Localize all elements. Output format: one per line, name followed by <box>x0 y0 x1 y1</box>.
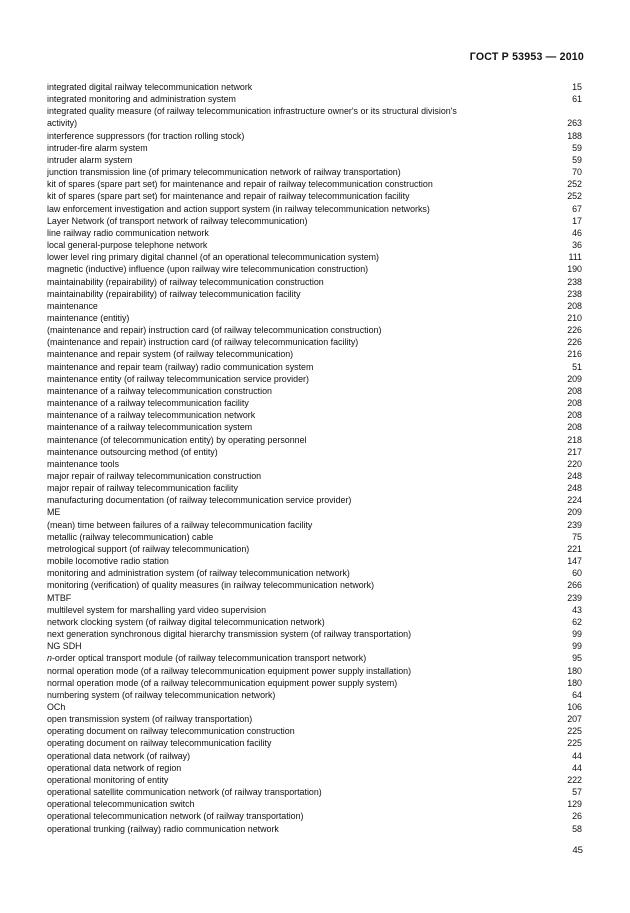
index-entry <box>47 166 582 178</box>
index-entry <box>47 701 582 713</box>
index-entry <box>47 215 582 227</box>
index-term: maintenance <box>47 300 98 311</box>
index-term: operating document on railway telecommunication construction <box>47 726 295 737</box>
index-term: (maintenance and repair) instruction card (of railway telecommunication facility) <box>47 337 359 348</box>
index-page-ref: 17 <box>572 215 582 226</box>
index-entry <box>47 798 582 810</box>
index-page-ref: 180 <box>567 665 582 676</box>
index-entry <box>47 142 582 154</box>
index-entry <box>47 178 582 190</box>
index-term: monitoring and administration system (of railway telecommunication network) <box>47 568 350 579</box>
index-page-ref: 220 <box>567 458 582 469</box>
index-entry <box>47 482 582 494</box>
index-term: operational monitoring of entity <box>47 774 169 785</box>
index-term: (maintenance and repair) instruction card (of railway telecommunication construction) <box>47 325 382 336</box>
index-entry <box>47 117 582 129</box>
index-page-ref: 106 <box>567 701 582 712</box>
index-term: mobile locomotive radio station <box>47 556 169 567</box>
index-entry <box>47 348 582 360</box>
index-term: major repair of railway telecommunication construction <box>47 471 262 481</box>
index-page-ref: 248 <box>567 483 582 494</box>
index-entry <box>47 190 582 202</box>
index-term: maintainability (repairability) of railway telecommunication construction <box>47 276 324 287</box>
index-term <box>47 652 550 664</box>
index-entry <box>47 567 582 579</box>
index-entry <box>47 397 582 409</box>
index-page-ref: 209 <box>567 373 582 384</box>
index-page-ref: 60 <box>572 568 582 579</box>
index-page-ref: 62 <box>572 616 582 627</box>
index-term: law enforcement investigation and action support system (in railway telecommunication networks) <box>47 203 430 214</box>
index-page-ref: 208 <box>567 398 582 409</box>
index-term: ME <box>47 507 61 518</box>
index-page-ref: 238 <box>567 276 582 287</box>
index-term-italic-prefix: n <box>47 653 52 664</box>
index-entry <box>47 446 582 458</box>
index-term: kit of spares (spare part set) for maintenance and repair of railway telecommunication construction <box>47 179 433 190</box>
index-entry <box>47 239 582 251</box>
index-page-ref: 147 <box>567 556 582 567</box>
index-page-ref: 207 <box>567 714 582 725</box>
index-term: OCh <box>47 701 66 712</box>
index-term: junction transmission line (of primary telecommunication network of railway transportation) <box>47 167 401 178</box>
index-term: multilevel system for marshalling yard video supervision <box>47 604 267 615</box>
index-term: lower level ring primary digital channel (of an operational telecommunication system) <box>47 252 379 263</box>
index-entry <box>47 689 582 701</box>
index-term: operational satellite communication network (of railway transportation) <box>47 787 322 798</box>
index-entry <box>47 421 582 433</box>
index-page-ref: 129 <box>567 799 582 810</box>
index-page-ref: 180 <box>567 677 582 688</box>
index-entry <box>47 713 582 725</box>
index-page-ref: 208 <box>567 385 582 396</box>
index-term: numbering system (of railway telecommunication network) <box>47 689 276 700</box>
index-entry <box>47 786 582 798</box>
index-term: maintenance tools <box>47 458 120 469</box>
index-entry <box>47 300 582 312</box>
index-term: maintainability (repairability) of railway telecommunication facility <box>47 288 301 299</box>
index-entry <box>47 130 582 142</box>
index-page-ref: 266 <box>567 580 582 591</box>
index-entry <box>47 810 582 822</box>
index-page-ref: 226 <box>567 325 582 336</box>
index-term: kit of spares (spare part set) for maintenance and repair of railway telecommunication facility <box>47 191 410 202</box>
index-term: activity) <box>47 118 78 129</box>
index-entry <box>47 774 582 786</box>
index-entry <box>47 555 582 567</box>
index-page-ref: 59 <box>572 142 582 153</box>
index-entry <box>47 737 582 749</box>
index-page-ref: 64 <box>572 689 582 700</box>
index-page-ref: 59 <box>572 154 582 165</box>
index-term: maintenance (of telecommunication entity) by operating personnel <box>47 434 307 445</box>
index-page-ref: 26 <box>572 811 582 822</box>
index-term: NG SDH <box>47 641 82 652</box>
index-term: maintenance entity (of railway telecommunication service provider) <box>47 373 309 384</box>
index-term: integrated digital railway telecommunication network <box>47 82 253 92</box>
document-header: ГОСТ Р 53953 — 2010 <box>469 51 584 63</box>
index-term-text: -order optical transport module (of railway telecommunication transport network) <box>51 653 367 664</box>
index-entry <box>47 470 582 482</box>
index-page-ref: 224 <box>567 495 582 506</box>
index-term: normal operation mode (of a railway telecommunication equipment power supply system) <box>47 677 398 688</box>
index-term: operational telecommunication network (of railway transportation) <box>47 811 304 822</box>
index-page-ref: 111 <box>568 252 582 263</box>
page-number: 45 <box>572 845 583 856</box>
index-page-ref: 58 <box>572 823 582 834</box>
index-page-ref: 225 <box>567 726 582 737</box>
index-term: major repair of railway telecommunication facility <box>47 483 238 494</box>
index-entry <box>47 276 582 288</box>
index-entry <box>47 506 582 518</box>
index-term: maintenance of a railway telecommunication network <box>47 410 256 421</box>
index-entry <box>47 203 582 215</box>
index-entry <box>47 579 582 591</box>
index-entry <box>47 677 582 689</box>
index-page-ref: 221 <box>567 543 582 554</box>
index-page-ref: 252 <box>567 191 582 202</box>
index-page-ref: 208 <box>567 410 582 421</box>
index-entry <box>47 81 582 93</box>
index-entry <box>47 324 582 336</box>
index-entry <box>47 519 582 531</box>
index-entry <box>47 361 582 373</box>
index-term: metrological support (of railway telecommunication) <box>47 543 250 554</box>
index-term: MTBF <box>47 592 72 603</box>
index-term: maintenance of a railway telecommunication facility <box>47 398 249 409</box>
index-entry <box>47 616 582 628</box>
index-entry <box>47 385 582 397</box>
index-page-ref: 75 <box>572 531 582 542</box>
index-page-ref: 210 <box>567 312 582 323</box>
index-term: local general-purpose telephone network <box>47 240 208 251</box>
index-entry <box>47 263 582 275</box>
index-entry <box>47 434 582 446</box>
index-term: metallic (railway telecommunication) cable <box>47 531 214 542</box>
index-page-ref: 248 <box>567 471 582 481</box>
index-term: Layer Network (of transport network of railway telecommunication) <box>47 215 308 226</box>
index-page-ref: 15 <box>572 82 582 92</box>
index-page-ref: 67 <box>572 203 582 214</box>
index-entry <box>47 543 582 555</box>
index-term: operational data network of region <box>47 762 182 773</box>
index-entry <box>47 762 582 774</box>
index-page-ref: 44 <box>572 750 582 761</box>
index-term: maintenance of a railway telecommunication system <box>47 422 253 433</box>
index-page-ref: 57 <box>572 787 582 798</box>
index-term: maintenance and repair team (railway) radio communication system <box>47 361 314 372</box>
index-page-ref: 252 <box>567 179 582 190</box>
index-term: intruder alarm system <box>47 154 133 165</box>
index-page-ref: 95 <box>572 653 582 664</box>
index-page-ref: 225 <box>567 738 582 749</box>
index-term: operating document on railway telecommunication facility <box>47 738 272 749</box>
index-term: intruder-fire alarm system <box>47 142 148 153</box>
index-entry <box>47 665 582 677</box>
index-entry <box>47 251 582 263</box>
index-page-ref: 226 <box>567 337 582 348</box>
index-page-ref: 209 <box>567 507 582 518</box>
index-entry <box>47 336 582 348</box>
index-entry <box>47 373 582 385</box>
index-entry <box>47 725 582 737</box>
index-entry <box>47 628 582 640</box>
index-term: maintenance of a railway telecommunication construction <box>47 385 272 396</box>
index-entry <box>47 288 582 300</box>
index-entry <box>47 458 582 470</box>
index-entry <box>47 531 582 543</box>
index-entry <box>47 640 582 652</box>
index-page-ref: 70 <box>572 167 582 178</box>
index-page-ref: 222 <box>567 774 582 785</box>
index-entry <box>47 494 582 506</box>
index-entry <box>47 312 582 324</box>
index-term: network clocking system (of railway digital telecommunication network) <box>47 616 325 627</box>
index-term: next generation synchronous digital hierarchy transmission system (of railway transportation) <box>47 629 412 640</box>
index-page-ref: 188 <box>567 130 582 141</box>
index-page-ref: 238 <box>567 288 582 299</box>
index-page-ref: 51 <box>572 361 582 372</box>
index-entry <box>47 93 582 105</box>
index-page-ref: 208 <box>567 300 582 311</box>
index-entry <box>47 227 582 239</box>
index-term: monitoring (verification) of quality measures (in railway telecommunication network) <box>47 580 375 591</box>
index-term: magnetic (inductive) influence (upon railway wire telecommunication construction) <box>47 264 369 275</box>
index-term: normal operation mode (of a railway telecommunication equipment power supply installation) <box>47 665 412 676</box>
index-page-ref: 46 <box>572 227 582 238</box>
index-page-ref: 208 <box>567 422 582 433</box>
index-term: operational telecommunication switch <box>47 799 195 810</box>
index-entry <box>47 604 582 616</box>
index-term: interference suppressors (for traction rolling stock) <box>47 130 245 141</box>
index-page-ref: 44 <box>572 762 582 773</box>
index-term: maintenance and repair system (of railway telecommunication) <box>47 349 294 360</box>
index-term: (mean) time between failures of a railway telecommunication facility <box>47 519 313 530</box>
index-page-ref: 239 <box>567 592 582 603</box>
index-term: operational data network (of railway) <box>47 750 191 761</box>
index-term: line railway radio communication network <box>47 227 209 238</box>
index-list <box>47 81 582 835</box>
index-page-ref: 99 <box>572 629 582 640</box>
index-entry <box>47 823 582 835</box>
index-page-ref: 61 <box>572 94 582 105</box>
index-page-ref: 263 <box>567 118 582 129</box>
index-entry <box>47 750 582 762</box>
index-term: maintenance (entitiy) <box>47 312 130 323</box>
index-term: maintenance outsourcing method (of entity) <box>47 446 218 457</box>
index-page-ref: 43 <box>572 604 582 615</box>
index-entry <box>47 409 582 421</box>
index-page-ref: 216 <box>567 349 582 360</box>
index-page-ref: 239 <box>567 519 582 530</box>
index-entry <box>47 652 582 664</box>
index-term: operational trunking (railway) radio communication network <box>47 823 279 834</box>
index-page-ref: 217 <box>567 446 582 457</box>
index-page-ref: 36 <box>572 240 582 251</box>
index-term: integrated monitoring and administration system <box>47 94 236 105</box>
index-entry-continued-line: integrated quality measure (of railway telecommunication infrastructure owner's or its structural division's <box>47 106 457 117</box>
index-entry <box>47 154 582 166</box>
index-page-ref: 99 <box>572 641 582 652</box>
index-term: open transmission system (of railway transportation) <box>47 714 253 725</box>
index-term: manufacturing documentation (of railway telecommunication service provider) <box>47 495 352 506</box>
index-page-ref: 218 <box>567 434 582 445</box>
index-entry <box>47 592 582 604</box>
index-page-ref: 190 <box>567 264 582 275</box>
